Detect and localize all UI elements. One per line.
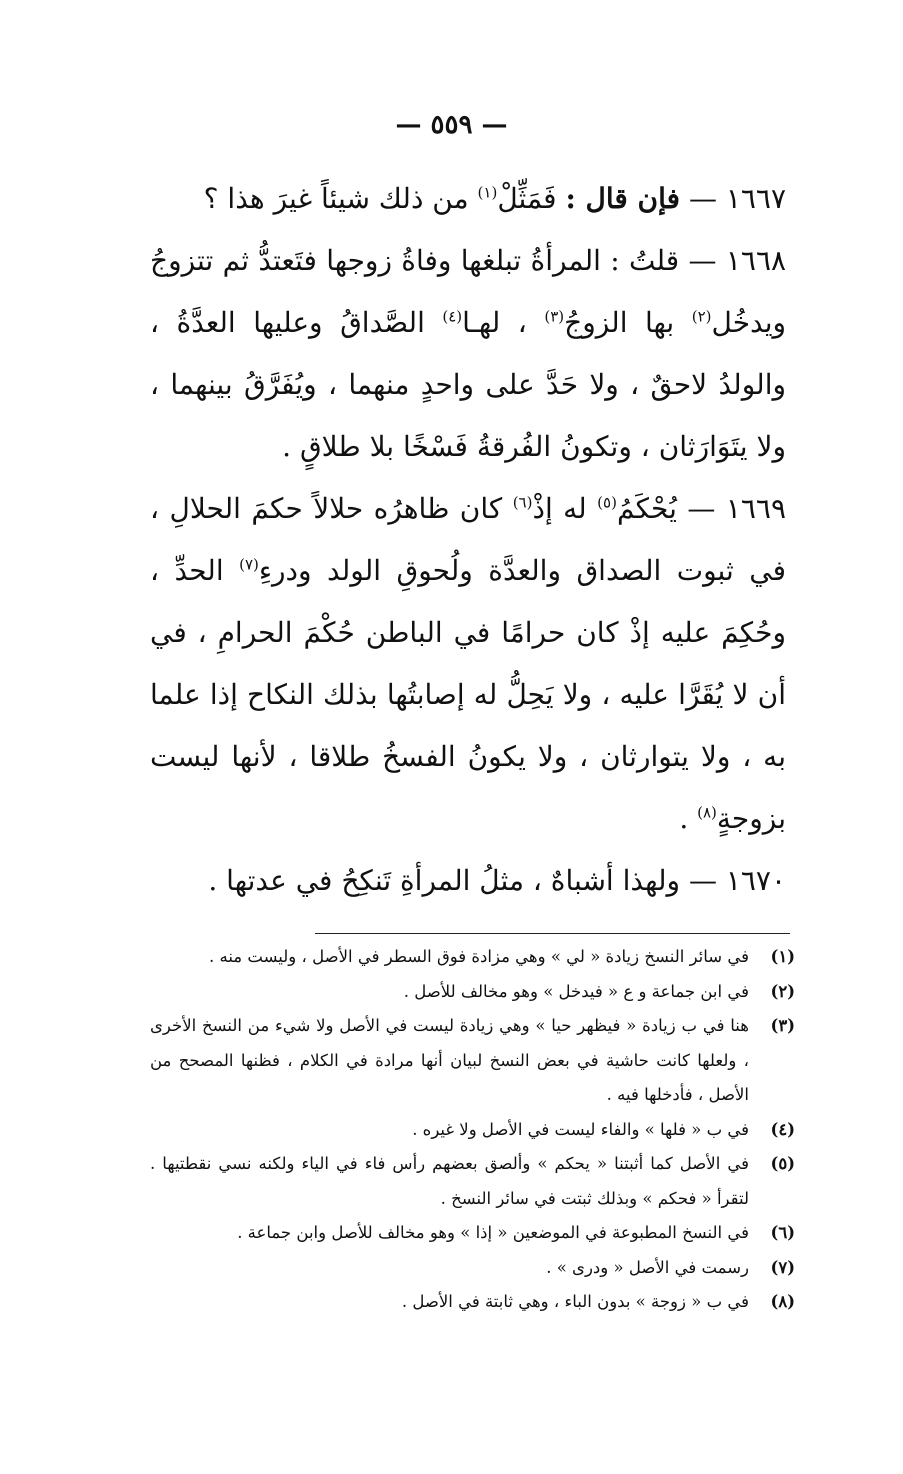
paragraph-text: ولهذا أشباهٌ ، مثلُ المرأةِ تَنكِحُ في عدتها . (208, 864, 681, 897)
footnote-6 (150, 1216, 795, 1251)
paragraph-number: ١٦٦٩ — (687, 492, 786, 525)
paragraph-number: ١٦٦٨ — (688, 244, 787, 277)
footnote-3 (150, 1009, 795, 1113)
paragraph-lead: فإن قال : (565, 182, 681, 215)
footnote-ref: (٢) (691, 307, 712, 326)
paragraph-text: من ذلك شيئاً غيرَ هذا ؟ (203, 182, 469, 215)
paragraph-1668 (150, 230, 830, 478)
footnote-number: (٧) (770, 1257, 795, 1277)
footnote-1 (150, 940, 795, 975)
paragraph-1670 (150, 850, 830, 912)
paragraph-text: كان ظاهرُه حلالاً حكمَ الحلالِ ، في ثبوت الصداق والعدَّة ولُحوقِ الولد ودرءِ (150, 492, 786, 587)
footnote-number: (١) (770, 947, 795, 966)
footnote-number: (٥) (770, 1154, 795, 1173)
page-number: — ٥٥٩ — (395, 110, 508, 140)
footnote-number: (٨) (770, 1292, 795, 1311)
footnote-ref: (٧) (239, 555, 259, 574)
paragraph-text: قلتُ : المرأةُ تبلغها وفاةُ زوجها فتَعتدُّ ثم تتزوجُ ويدخُل (150, 244, 787, 339)
footnote-number: (٣) (770, 1016, 795, 1035)
paragraph-text: بها الزوجُ (564, 306, 675, 339)
paragraph-text: يُحْكَمُ (616, 492, 677, 525)
footnotes (150, 940, 795, 1320)
footnote-2 (150, 975, 795, 1010)
paragraph-number: ١٦٧٠ — (688, 864, 786, 897)
paragraph-1669 (150, 478, 830, 850)
footnote-8 (150, 1285, 795, 1320)
paragraph-text: الحدِّ ، وحُكِمَ عليه إذْ كان حرامًا في الباطن حُكْمَ الحرامِ ، في أن لا يُقَرَّا عليه ، ولا يَحِلُّ له إصابتُها بذلك النكاح إذا علما به ، ولا يتوارثان ، ولا يكونُ الفسخُ طلاقا ، لأنها ليست بزوجةٍ (150, 554, 786, 835)
footnote-text: رسمت في الأصل « ودرى » . (546, 1257, 749, 1277)
paragraph-1667 (150, 168, 830, 230)
footnote-7 (150, 1251, 795, 1286)
footnote-text: في سائر النسخ زيادة « لي » وهي مزادة فوق السطر في الأصل ، وليست منه . (208, 947, 749, 966)
footnote-number: (٦) (770, 1223, 795, 1242)
footnote-divider (315, 933, 790, 934)
footnote-number: (٤) (770, 1119, 795, 1139)
footnote-ref: (٤) (442, 307, 463, 326)
paragraph-number: ١٦٦٧ — (688, 182, 786, 215)
footnote-text: في النسخ المطبوعة في الموضعين « إذا » وهو مخالف للأصل وابن جماعة . (237, 1223, 749, 1242)
footnote-text: هنا في ب زيادة « فيظهر حيا » وهي زيادة ليست في الأصل ولا شيء من النسخ الأخرى ، ولعلها كانت حاشية في بعض النسخ لبيان أنها مرادة في الكلام ، فظنها المصحح من الأصل ، فأدخلها فيه . (150, 1016, 749, 1104)
paragraph-text: . (679, 802, 689, 835)
footnote-number: (٢) (770, 981, 795, 1001)
footnote-text: في ب « فلها » والفاء ليست في الأصل ولا غيره . (412, 1119, 749, 1139)
footnote-text: في ب « زوجة » بدون الباء ، وهي ثابتة في الأصل . (401, 1292, 749, 1311)
footnote-text: في ابن جماعة و ع « فيدخل » وهو مخالف للأصل . (403, 981, 749, 1001)
footnote-5 (150, 1147, 795, 1216)
paragraph-text: له إذْ (532, 492, 587, 525)
paragraph-text: الصَّداقُ وعليها العدَّةُ ، والولدُ لاحقٌ ، ولا حَدَّ على واحدٍ منهما ، ويُفَرَّقُ بينهما ، ولا يتَوَارَثان ، وتكونُ الفُرقةُ فَسْخًا بلا طلاقٍ . (150, 306, 786, 463)
footnote-ref: (٦) (512, 493, 533, 512)
footnote-4 (150, 1113, 795, 1148)
footnote-ref: (٥) (597, 493, 617, 512)
footnote-ref: (٨) (697, 803, 717, 822)
paragraph-text: ، لهـا (462, 306, 527, 339)
footnote-ref: (١) (477, 183, 498, 202)
footnote-ref: (٣) (544, 307, 565, 326)
footnote-text: في الأصل كما أثبتنا « يحكم » وألصق بعضهم رأس فاء في الياء ولكنه نسي نقطتيها . لتقرأ « فحكم » وبذلك ثبتت في سائر النسخ . (150, 1154, 749, 1208)
paragraph-text: فَمَثِّلْ (497, 182, 557, 215)
main-text (150, 168, 830, 912)
